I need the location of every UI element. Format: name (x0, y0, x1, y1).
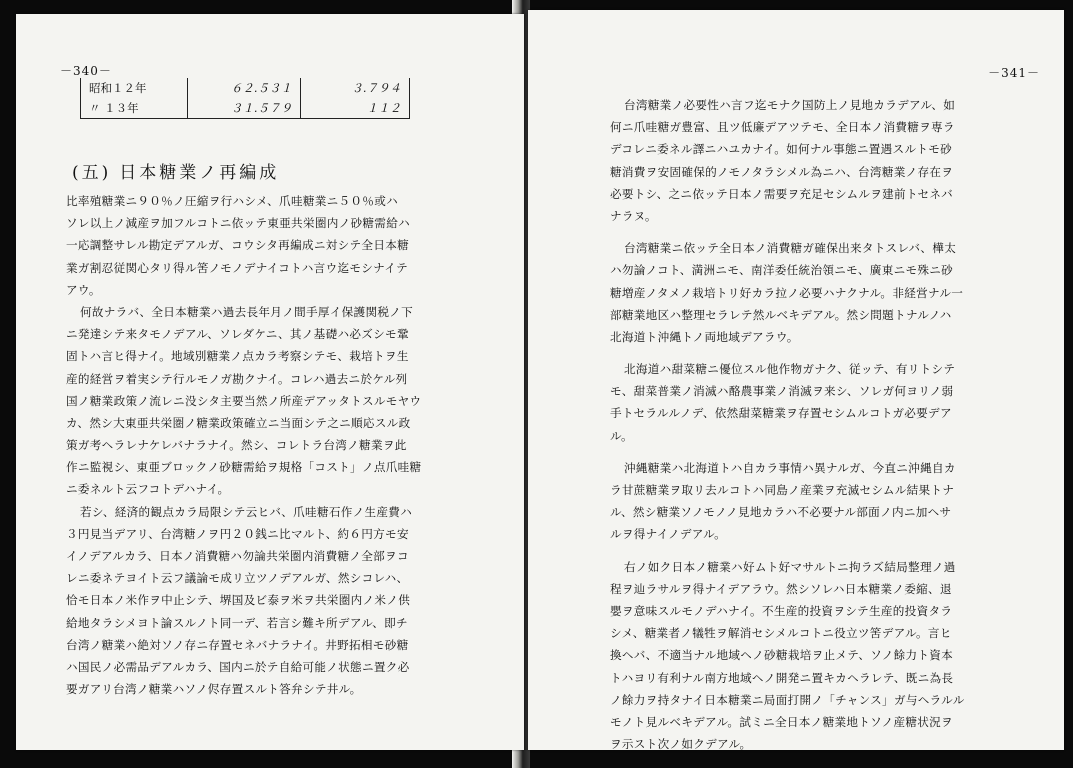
right-page (528, 10, 1064, 750)
statistics-table (80, 78, 410, 119)
text-line: ニ委ネルト云フコトデハナイ。 (66, 482, 230, 497)
table-cell: １１２ (301, 98, 410, 119)
text-line: レニ委ネテヨイト云フ議論モ成リ立ツノデアルガ、然シコレハ、 (66, 571, 409, 586)
text-line: トハヨリ有利ナル南方地域ヘノ開発ニ置キカヘラレテ、既ニ為長 (610, 670, 954, 685)
paragraph (610, 358, 1058, 447)
text-line: デコレニ委ネル譯ニハユカナイ。如何ナル事態ニ置遇スルトモ砂 (610, 142, 953, 157)
text-line: ３円見当デアリ、台湾糖ノヲ円２０銭ニ比マルト、約６円方モ安 (66, 526, 409, 541)
text-line: ラ甘蔗糖業ヲ取リ去ルコトハ同島ノ産業ヲ充滅セシムル結果トナ (610, 483, 955, 497)
paragraph (66, 301, 506, 501)
text-line: ソレ以上ノ減産ヲ加フルコトニ依ッテ東亜共栄圏内ノ砂糖需給ハ (66, 216, 410, 231)
text-line: シメ、糖業者ノ犠牲ヲ解消セシメルコトニ役立ツ筈デアル。言ヒ (610, 626, 952, 641)
text-line: 業ガ割忍従関心タリ得ル筈ノモノデナイコトハ言ウ迄モシナイテ (66, 260, 409, 275)
text-line: 台湾糖業ニ依ッテ全日本ノ消費糖ガ確保出来タトスレバ、樺太 (624, 241, 957, 256)
text-line: 必要トシ、之ニ依ッテ日本ノ需要ヲ充足セシムルヲ建前トセネバ (610, 186, 954, 201)
text-line: 国ノ糖業政策ノ流レニ没シタ主要当然ノ所産デアッタトスルモヤウ (66, 393, 422, 408)
text-line: 台湾糖業ノ必要性ハ言フ迄モナク国防上ノ見地カラデアル、如 (624, 98, 956, 112)
paragraph (610, 457, 1058, 546)
paragraph (610, 556, 1058, 756)
text-line: カ、然シ大東亜共栄圏ノ糖業政策確立ニ当面シテ之ニ順応スル政 (66, 415, 411, 430)
text-line: 部糖業地区ハ整理セラレテ然ルベキデアル。然シ問題トナルノハ (610, 307, 952, 322)
text-line: ル。 (610, 428, 633, 443)
text-line: ナラヌ。 (610, 208, 657, 223)
text-line: ルヲ得ナイノデアル。 (610, 527, 727, 542)
text-line: モノト見ルベキデアル。試ミニ全日本ノ糖業地トソノ産糖状況ヲ (610, 714, 953, 729)
paragraph (66, 190, 506, 301)
text-line: ハ勿論ノコト、満洲ニモ、南洋委任統治領ニモ、廣東ニモ殊ニ砂 (610, 263, 954, 278)
text-line: 沖縄糖業ハ北海道トハ自カラ事情ハ異ナルガ、今直ニ沖縄自カ (624, 460, 956, 475)
text-line: 北海道ト沖縄トノ両地域デアラウ。 (610, 329, 799, 344)
table-cell: ３１.５７９ (188, 98, 301, 119)
text-line: 比率殖糖業ニ９０％ノ圧縮ヲ行ハシメ、爪哇糖業ニ５０％或ハ (66, 194, 398, 208)
paragraph (66, 501, 506, 701)
text-line: 手トセラルルノデ、依然甜菜糖業ヲ存置セシムルコトガ必要デア (610, 406, 952, 421)
text-line: 嬰ヲ意味スルモノデハナイ。不生産的投資ヲシテ生産的投資タラ (610, 603, 953, 618)
text-line: 換ヘバ、不適当ナル地域ヘノ砂糖栽培ヲ止メテ、ソノ餘力ト資本 (610, 648, 954, 663)
text-line: 産的経営ヲ着実シテ行ルモノガ勘クナイ。コレハ過去ニ於ケル列 (66, 371, 408, 386)
text-line: 何ニ爪哇糖ガ豊富、且ツ低廉デアツテモ、全日本ノ消費糖ヲ専ラ (610, 120, 955, 135)
text-line: 恰モ日本ノ米作ヲ中止シテ、堺国及ビ泰ヲ米ヲ共栄圏内ノ米ノ供 (66, 593, 411, 608)
text-line: 作ニ監視シ、東亜ブロックノ砂糖需給ヲ規格「コスト」ノ点爪哇糖 (66, 460, 422, 475)
left-page (16, 14, 524, 750)
text-line: 程ヲ辿ラサルヲ得ナイデアラウ。然シソレハ日本糖業ノ委縮、退 (610, 581, 952, 596)
section-number: (五) (72, 163, 112, 183)
text-line: ノ餘力ヲ持タナイ日本糖業ニ局面打開ノ「チャンス」ガ与ヘラルル (610, 692, 965, 707)
text-line: 固トハ言ヒ得ナイ。地域別糖業ノ点カラ考察シテモ、栽培トヲ生 (66, 349, 409, 364)
page-number: －340－ (60, 64, 112, 78)
text-line: 要ガアリ台湾ノ糖業ハソノ侭存置スルト答弁シテ井ル。 (66, 682, 362, 697)
table-cell: ３.７９４ (301, 78, 410, 98)
text-line: モ、甜菜普業ノ消滅ハ酪農事業ノ消滅ヲ来シ、ソレガ何ヨリノ弱 (610, 384, 954, 399)
text-line: イノデアルカラ、日本ノ消費糖ハ勿論共栄圏内消費糖ノ全部ヲコ (66, 549, 409, 563)
text-line: 給地タラシメヨト論スルノト同一デ、若言シ難キ所デアル、即チ (66, 615, 408, 630)
text-line: 北海道ハ甜菜糖ニ優位スル他作物ガナク、従ッテ、有リトシテ (624, 362, 956, 377)
section-heading (72, 158, 279, 183)
text-line: ル、然シ糖業ソノモノノ見地カラハ不必要ナル部面ノ内ニ加ヘサ (610, 505, 952, 520)
paragraph (610, 94, 1058, 227)
left-body-text (66, 190, 506, 700)
text-line: 若シ、経済的観点カラ局限シテ云ヒバ、爪哇糖石作ノ生産費ハ (80, 504, 413, 519)
table-cell: ６２.５３１ (188, 78, 301, 98)
text-line: 何故ナラバ、全日本糖業ハ過去長年月ノ間手厚イ保護関税ノ下 (80, 304, 414, 319)
paragraph (610, 237, 1058, 348)
text-line: 一応調整サレル勘定デアルガ、コウシタ再編成ニ対シテ全日本糖 (66, 238, 410, 253)
text-line: ハ国民ノ必需品デアルカラ、国内ニ於テ自給可能ノ状態ニ置ク必 (66, 659, 410, 674)
table-row (81, 78, 410, 98)
section-title: 日本糖業ノ再編成 (119, 163, 280, 183)
text-line: 台湾ノ糖業ハ絶対ソノ存ニ存置セネバナラナイ。井野拓相モ砂糖 (66, 637, 409, 652)
table-cell: 〃 １３年 (81, 98, 188, 119)
text-line: アウ。 (66, 282, 101, 297)
right-body-text (610, 94, 1058, 755)
text-line: 糖消費ヲ安固確保的ノモノタラシメル為ニハ、台湾糖業ノ存在ヲ (610, 164, 954, 179)
text-line: 右ノ如ク日本ノ糖業ハ好ムト好マサルトニ拘ラズ結局整理ノ過 (624, 559, 956, 574)
table-cell: 昭和１２年 (81, 78, 188, 98)
text-line: ニ発達シテ来タモノデアル、ソレダケニ、其ノ基礎ハ必ズシモ鞏 (66, 327, 409, 342)
text-line: 糖増産ノタメノ栽培トリ好カラ拉ノ必要ハナクナル。非経営ナル一 (610, 285, 964, 300)
text-line: ヲ示スト次ノ如クデアル。 (610, 737, 752, 752)
table-row (81, 98, 410, 119)
text-line: 策ガ考ヘラレナケレバナラナイ。然シ、コレトラ台湾ノ糖業ヲ此 (66, 438, 407, 453)
page-number: －341－ (988, 66, 1040, 80)
